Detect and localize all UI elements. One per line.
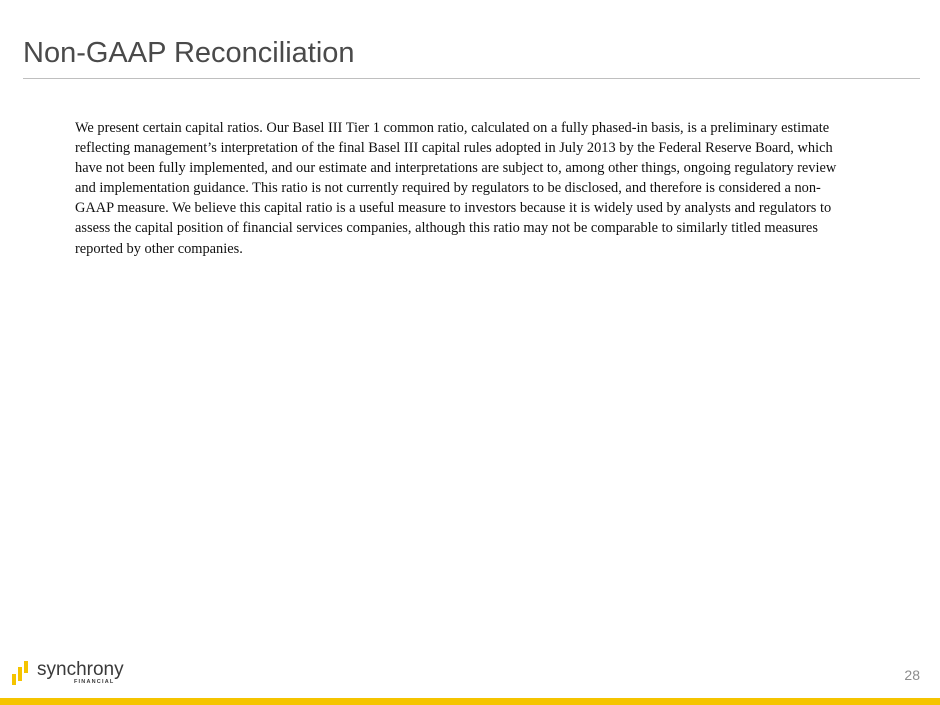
synchrony-bars-logo-icon: [11, 658, 33, 688]
page-number: 28: [904, 667, 920, 683]
body-paragraph-container: [75, 118, 855, 259]
accent-bar: [0, 698, 940, 705]
synchrony-logo: [11, 658, 131, 688]
title-divider: [23, 78, 920, 79]
body-paragraph: We present certain capital ratios. Our Basel III Tier 1 common ratio, calculated on a fully phased-in basis, is a preliminary estimate reflecting management’s interpretation of the final Basel III capital rules adopted in July 2013 by the Federal Reserve Board, which have not been fully implemented, and our estimate and interpretations are subject to, among other things, ongoing regulatory review and implementation guidance. This ratio is not currently required by regulators to be disclosed, and therefore is considered a non-GAAP measure. We believe this capital ratio is a useful measure to investors because it is widely used by analysts and regulators to assess the capital position of financial services companies, although this ratio may not be comparable to similarly titled measures reported by other companies.: [75, 120, 837, 257]
slide-title: Non-GAAP Reconciliation: [23, 37, 355, 69]
logo-subtext: FINANCIAL: [74, 679, 115, 685]
logo-wordmark: synchrony: [37, 659, 124, 680]
